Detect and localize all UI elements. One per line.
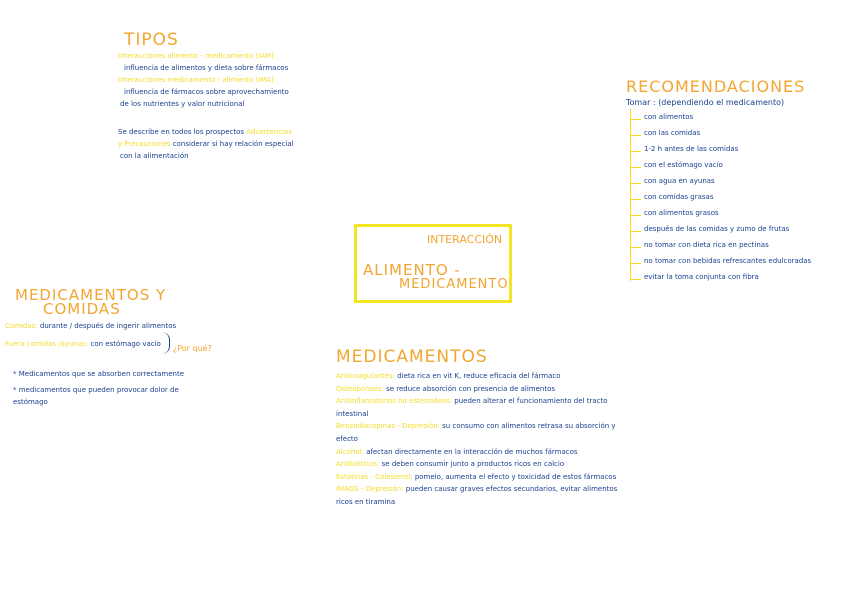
recomendaciones-tomar: Tomar : (dependiendo el medicamento) <box>626 98 785 107</box>
tipos-note-precauciones: y Precauciones <box>118 140 171 148</box>
medicamentos-row <box>336 458 626 471</box>
medicamentos-desc: su consumo con alimentos retrasa su absorción y efecto <box>336 422 616 443</box>
tipos-heading: TIPOS <box>124 30 179 50</box>
list-item: con alimentos grasos <box>626 205 841 221</box>
list-item: no tomar con dieta rica en pectinas <box>626 237 841 253</box>
tipos-note-advertencias: Advertencias <box>246 128 292 136</box>
medicamentos-desc: se reduce absorción con presencia de alimentos <box>386 384 556 393</box>
tipos-section <box>118 30 318 162</box>
med-comidas-ayunas-label: Fuera comidas /ayunas: <box>5 340 89 348</box>
recomendaciones-heading: RECOMENDACIONES <box>626 77 806 96</box>
tipos-note-text: Se describe en todos los prospectos <box>118 128 245 136</box>
medicamentos-desc: pueden causar graves efectos secundarios, evitar alimentos ricos en tiramina <box>336 485 618 506</box>
medicamentos-row <box>336 483 626 508</box>
medicamentos-term: Estatinas - Colesterol: <box>336 472 413 481</box>
med-comidas-porque: ¿Por qué? <box>173 344 212 353</box>
med-comidas-bullet-1: * Medicamentos que se absorben correctamente <box>13 370 185 378</box>
med-comidas-ayunas-desc: con estómago vacío <box>90 340 161 348</box>
list-item: con el estómago vacío <box>626 157 841 173</box>
medicamentos-term: IMAOS - Depresión: <box>336 485 404 494</box>
tipos-ima-desc: influencia de fármacos sobre aprovechamiento <box>124 88 289 96</box>
tipos-ima-label: Interacciones medicamento - alimento (IMA) <box>118 76 274 84</box>
medicamentos-row <box>336 383 626 396</box>
central-interaccion: INTERACCIÓN <box>427 233 503 246</box>
medicamentos-desc: se deben consumir junto a productos ricos en calcio <box>381 460 565 469</box>
medicamentos-term: Antiinflamatorios no esteroideos: <box>336 397 453 406</box>
list-item: con comidas grasas <box>626 189 841 205</box>
recomendaciones-list <box>626 109 841 285</box>
med-comidas-line-1 <box>5 320 225 332</box>
list-item: con las comidas <box>626 125 841 141</box>
medicamentos-row <box>336 446 626 459</box>
central-medicamento: MEDICAMENTO <box>399 277 509 292</box>
tipos-note-line-2 <box>118 138 318 150</box>
med-comidas-heading-1: MEDICAMENTOS Y <box>15 286 167 304</box>
medicamentos-row <box>336 395 626 420</box>
medicamentos-term: Anticoagulantes: <box>336 372 395 380</box>
medicamentos-desc: dieta rica en vit K, reduce eficacia del fármaco <box>397 372 561 380</box>
central-topic-box <box>354 224 512 303</box>
medicamentos-row <box>336 370 626 383</box>
med-comidas-comidas-label: Comidas: <box>5 322 38 330</box>
tipos-iam-desc: influencia de alimentos y dieta sobre fármacos <box>124 64 289 72</box>
list-item: 1-2 h antes de las comidas <box>626 141 841 157</box>
medicamentos-term: Benzodiacepinas - Depresión: <box>336 422 440 431</box>
medicamentos-row <box>336 471 626 484</box>
recomendaciones-section <box>626 77 841 285</box>
med-comidas-bullet-3: estómago <box>13 398 48 406</box>
medicamentos-desc: afectan directamente en la interacción de muchos fármacos <box>366 447 578 456</box>
medicamentos-term: Alcohol: <box>336 447 364 456</box>
medicamentos-row <box>336 420 626 445</box>
med-comidas-section <box>5 288 225 408</box>
medicamentos-term: Osteoporosis: <box>336 384 384 393</box>
tipos-note-line-3: con la alimentación <box>120 152 189 160</box>
list-item: no tomar con bebidas refrescantes edulcoradas <box>626 253 841 269</box>
list-item: con agua en ayunas <box>626 173 841 189</box>
tipos-note-line-1 <box>118 126 318 138</box>
medicamentos-heading: MEDICAMENTOS <box>336 347 488 367</box>
tipos-note-text-2: considerar si hay relación especial <box>172 140 294 148</box>
medicamentos-section <box>336 346 626 509</box>
medicamentos-term: Antibióticos: <box>336 460 380 469</box>
med-comidas-heading-2: COMIDAS <box>43 300 121 318</box>
tipos-ima-desc-2: de los nutrientes y valor nutricional <box>120 100 245 108</box>
medicamentos-desc: pomelo, aumenta el efecto y toxicidad de estos fármacos <box>414 472 617 481</box>
medicamentos-desc: pueden alterar el funcionamiento del tracto intestinal <box>336 397 608 418</box>
list-item: con alimentos <box>626 109 841 125</box>
central-alimento: ALIMENTO - <box>363 261 461 279</box>
list-item: evitar la toma conjunta con fibra <box>626 269 841 285</box>
med-comidas-comidas-desc: durante / después de ingerir alimentos <box>39 322 177 330</box>
list-item: después de las comidas y zumo de frutas <box>626 221 841 237</box>
med-comidas-bullet-2: * medicamentos que pueden provocar dolor de <box>13 386 179 394</box>
tipos-iam-label: Interacciones alimento - medicamento (IAM) <box>118 52 274 60</box>
